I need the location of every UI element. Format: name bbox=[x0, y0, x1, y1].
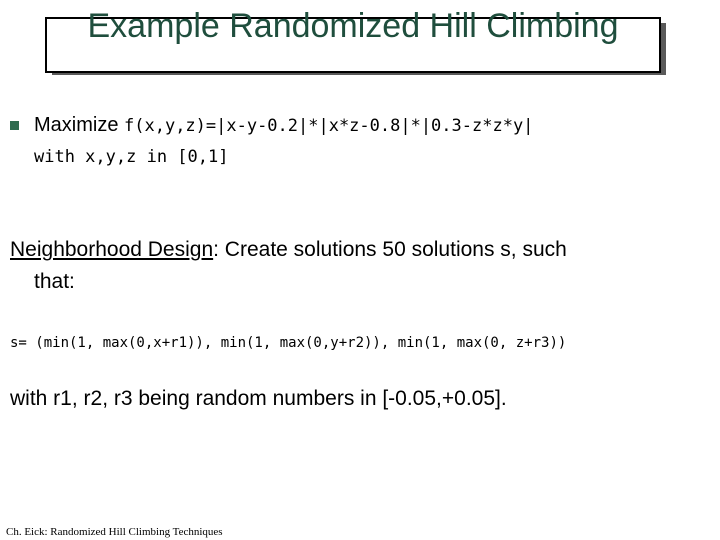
square-bullet-icon bbox=[10, 121, 19, 130]
neighborhood-text: : Create solutions 50 solutions s, such bbox=[213, 238, 567, 261]
neighborhood-text-cont: that: bbox=[34, 270, 75, 293]
slide-title: Example Randomized Hill Climbing bbox=[87, 7, 619, 45]
objective-formula: f(x,y,z)=|x-y-0.2|*|x*z-0.8|*|0.3-z*z*y| bbox=[124, 116, 534, 136]
footer-text: Ch. Eick: Randomized Hill Climbing Techniques bbox=[6, 526, 223, 538]
objective-line bbox=[34, 114, 533, 137]
neighborhood-formula: s= (min(1, max(0,x+r1)), min(1, max(0,y+r2)), min(1, max(0, z+r3)) bbox=[10, 335, 567, 351]
objective-domain: with x,y,z in [0,1] bbox=[34, 147, 229, 167]
random-numbers-note: with r1, r2, r3 being random numbers in [-0.05,+0.05]. bbox=[10, 387, 507, 410]
neighborhood-line bbox=[10, 238, 567, 262]
objective-prefix: Maximize bbox=[34, 114, 125, 136]
neighborhood-label: Neighborhood Design bbox=[10, 238, 214, 261]
